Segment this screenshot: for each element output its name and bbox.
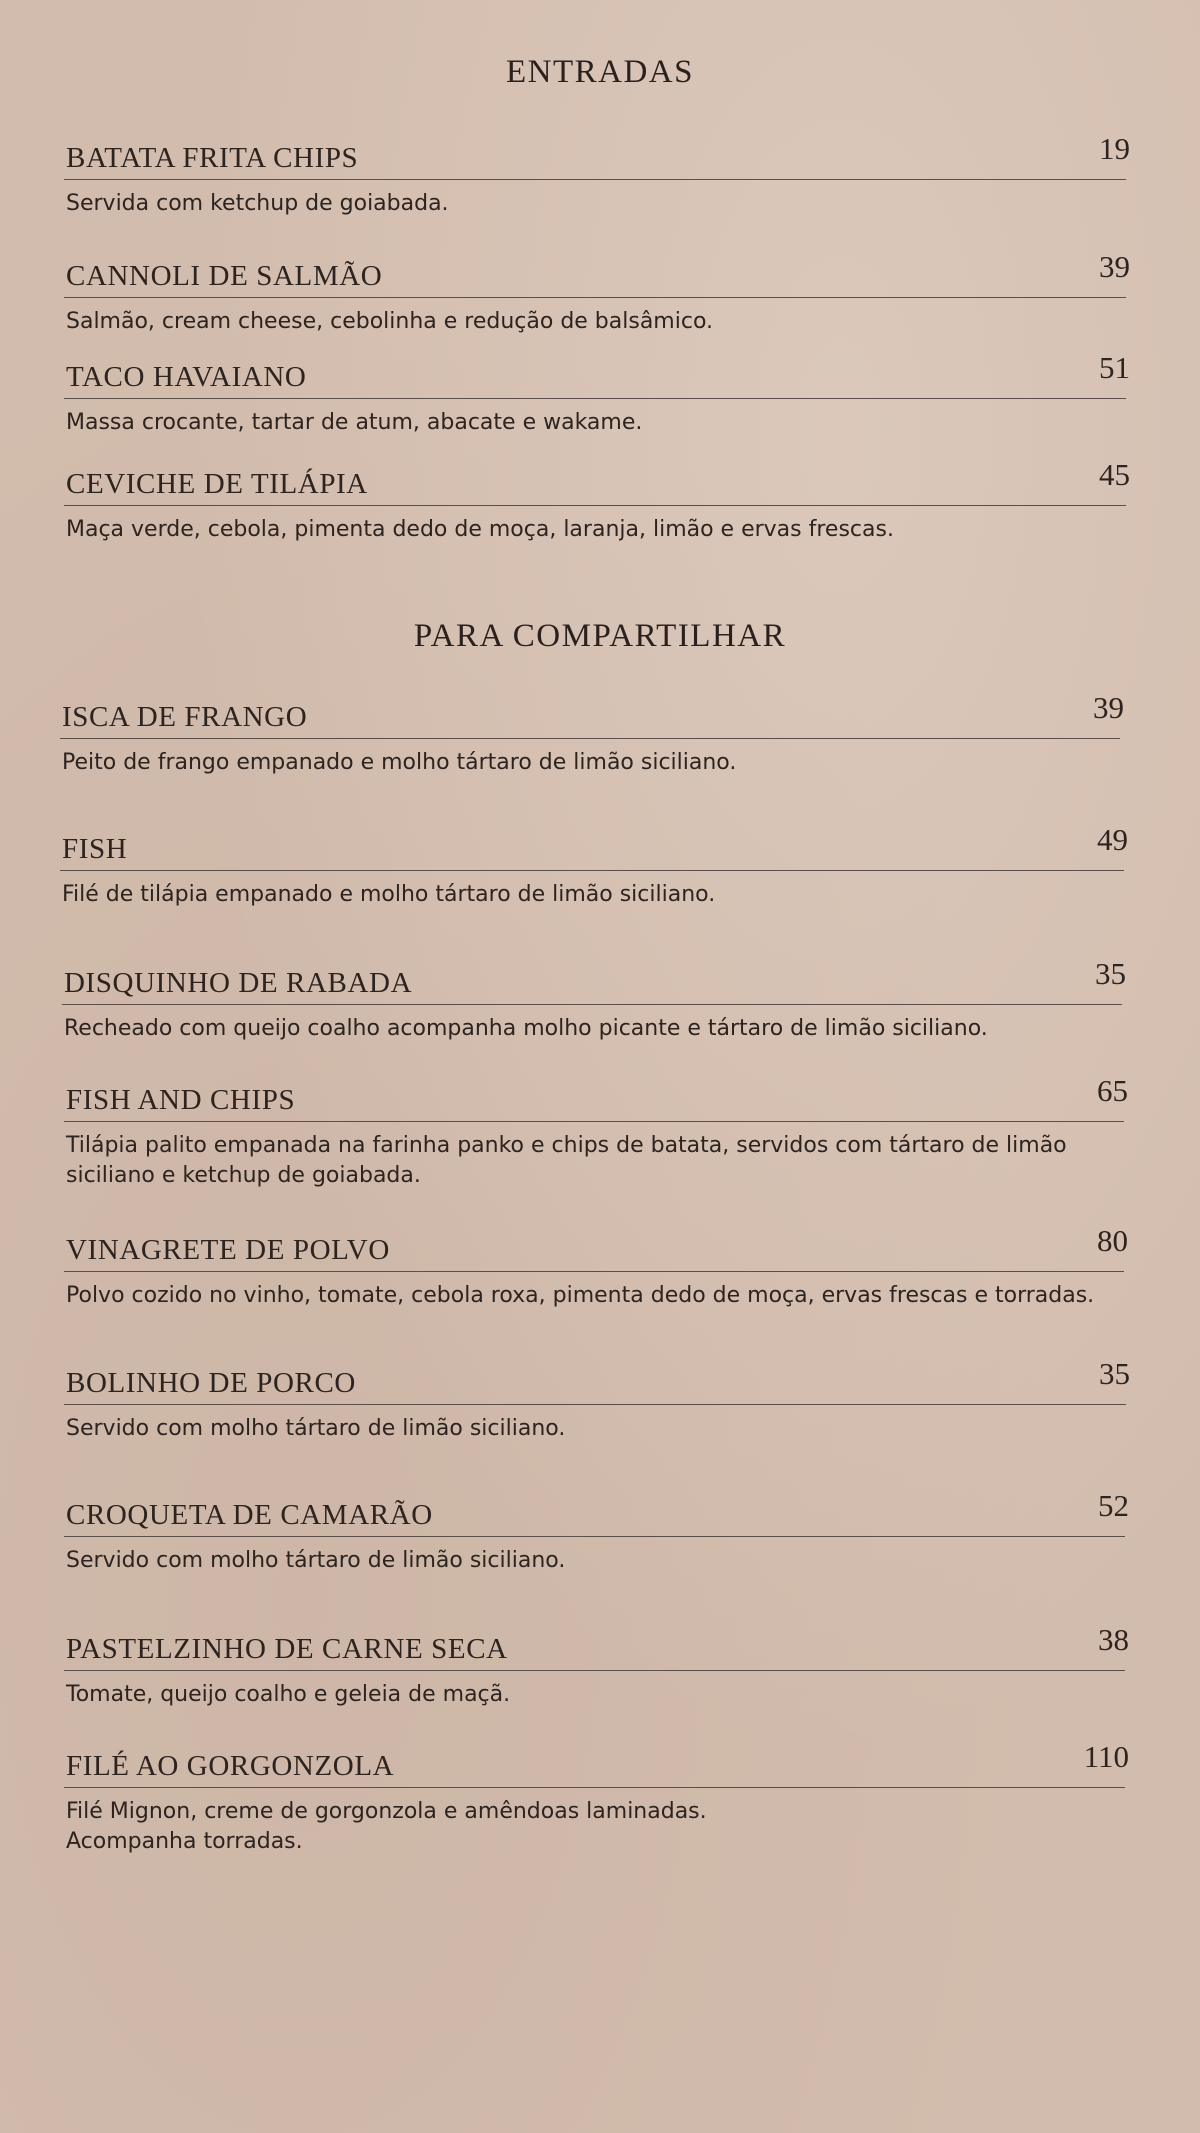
menu-item-name: PASTELZINHO DE CARNE SECA xyxy=(66,1633,508,1665)
menu-item-price: 35 xyxy=(1099,1356,1130,1391)
menu-item-price: 51 xyxy=(1099,350,1130,385)
menu-item-name: CEVICHE DE TILÁPIA xyxy=(66,468,368,500)
menu-item-name: DISQUINHO DE RABADA xyxy=(64,967,413,999)
menu-item-name: VINAGRETE DE POLVO xyxy=(66,1234,390,1266)
menu-item-header xyxy=(64,1739,1129,1788)
menu-item-price: 19 xyxy=(1099,131,1130,166)
menu-item-description: Filé de tilápia empanado e molho tártaro de limão siciliano. xyxy=(62,882,716,907)
menu-item-description: Servido com molho tártaro de limão siciliano. xyxy=(66,1416,566,1441)
menu-item-description: Polvo cozido no vinho, tomate, cebola roxa, pimenta dedo de moça, ervas frescas e torradas. xyxy=(66,1283,1095,1308)
menu-item-description: Servida com ketchup de goiabada. xyxy=(66,191,449,216)
menu-item xyxy=(60,822,1128,910)
menu-item xyxy=(64,131,1130,219)
menu-item-description: Massa crocante, tartar de atum, abacate e wakame. xyxy=(66,410,643,435)
menu-item-header xyxy=(60,690,1124,739)
menu-item-description: Recheado com queijo coalho acompanha molho picante e tártaro de limão siciliano. xyxy=(64,1016,988,1041)
menu-item-header xyxy=(64,131,1130,180)
menu-item-price: 49 xyxy=(1097,822,1128,857)
menu-item xyxy=(64,1356,1130,1444)
menu-item-header xyxy=(64,1073,1128,1122)
menu-item-price: 52 xyxy=(1098,1488,1129,1523)
menu-item-description: Tomate, queijo coalho e geleia de maçã. xyxy=(66,1682,511,1707)
section-title-entradas: ENTRADAS xyxy=(505,54,694,90)
menu-item xyxy=(64,1223,1128,1311)
menu-item-price: 80 xyxy=(1097,1223,1128,1258)
menu-item-description: Maça verde, cebola, pimenta dedo de moça, laranja, limão e ervas frescas. xyxy=(66,517,894,542)
menu-item-price: 38 xyxy=(1098,1622,1129,1657)
menu-item-header xyxy=(62,956,1126,1005)
menu-item-price: 39 xyxy=(1093,690,1124,725)
menu-item xyxy=(64,1073,1128,1191)
menu-item-name: FILÉ AO GORGONZOLA xyxy=(66,1750,395,1782)
menu-item xyxy=(64,350,1130,438)
menu-item-description: Filé Mignon, creme de gorgonzola e amêndoas laminadas. Acompanha torradas. xyxy=(66,1799,707,1854)
menu-item-price: 65 xyxy=(1097,1073,1128,1108)
menu-item-price: 39 xyxy=(1099,249,1130,284)
menu-item-price: 45 xyxy=(1099,457,1130,492)
menu-item-header xyxy=(64,1488,1129,1537)
menu-item xyxy=(64,457,1130,545)
menu-item xyxy=(64,1739,1129,1857)
menu-item-header xyxy=(64,457,1130,506)
menu-item-name: BOLINHO DE PORCO xyxy=(66,1367,356,1399)
menu-item xyxy=(64,1622,1129,1710)
menu-item-name: CANNOLI DE SALMÃO xyxy=(66,260,383,292)
menu-item-name: TACO HAVAIANO xyxy=(66,361,307,393)
menu-item-name: ISCA DE FRANGO xyxy=(62,701,308,733)
menu-item-price: 35 xyxy=(1095,956,1126,991)
menu-item xyxy=(60,690,1124,778)
menu-item-name: BATATA FRITA CHIPS xyxy=(66,142,359,174)
menu-item-header xyxy=(64,249,1130,298)
menu-item xyxy=(64,249,1130,337)
menu-item-name: FISH AND CHIPS xyxy=(66,1084,296,1116)
menu-item-description: Salmão, cream cheese, cebolinha e redução de balsâmico. xyxy=(66,309,714,334)
menu-item-header xyxy=(64,1223,1128,1272)
menu-item-name: FISH xyxy=(62,833,128,865)
section-title-para-compartilhar: PARA COMPARTILHAR xyxy=(413,618,787,654)
menu-item-description: Tilápia palito empanada na farinha panko e chips de batata, servidos com tártaro de limão siciliano e ketchup de goiabada. xyxy=(66,1133,1067,1188)
menu-item-description: Servido com molho tártaro de limão siciliano. xyxy=(66,1548,566,1573)
menu-item-price: 110 xyxy=(1083,1739,1129,1774)
menu-item-name: CROQUETA DE CAMARÃO xyxy=(66,1499,433,1531)
menu-item-header xyxy=(64,1356,1130,1405)
menu-item-header xyxy=(60,822,1128,871)
menu-item xyxy=(64,1488,1129,1576)
menu-item-header xyxy=(64,1622,1129,1671)
menu-item-header xyxy=(64,350,1130,399)
menu-item-description: Peito de frango empanado e molho tártaro de limão siciliano. xyxy=(62,750,737,775)
menu-item xyxy=(62,956,1126,1044)
